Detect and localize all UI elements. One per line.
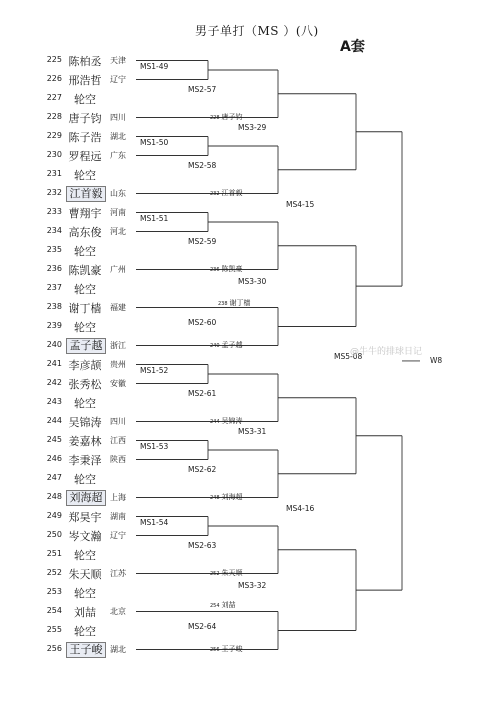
team-name: 湖北 xyxy=(110,644,126,654)
player-name: 轮空 xyxy=(74,168,96,182)
player-name: 轮空 xyxy=(74,396,96,410)
r2-match-label: MS2-63 xyxy=(188,540,217,550)
r1-match-label: MS1-51 xyxy=(140,214,169,223)
advanced-name: 唐子钧 xyxy=(221,112,243,121)
team-name: 天津 xyxy=(110,55,126,65)
player-name: 陈凯豪 xyxy=(68,263,102,277)
r2-match-label: MS2-57 xyxy=(188,84,217,94)
seed-number: 256 xyxy=(46,643,62,653)
seed-number: 241 xyxy=(46,358,62,368)
r2-match-label: MS2-62 xyxy=(188,464,217,474)
watermark: @牛牛的排球日记 xyxy=(350,347,423,357)
seed-number: 233 xyxy=(46,206,62,216)
advanced-seed: 254 xyxy=(210,603,220,610)
player-name: 邢浩哲 xyxy=(68,73,102,87)
r4-match-label: MS4-15 xyxy=(286,199,315,209)
team-name: 河南 xyxy=(110,207,126,217)
advanced-seed: 248 xyxy=(210,494,220,501)
seed-number: 231 xyxy=(46,168,62,178)
player-name: 姜嘉林 xyxy=(68,434,102,448)
player-name: 轮空 xyxy=(74,92,96,106)
player-name: 刘海超 xyxy=(66,490,106,506)
advanced-seed: 228 xyxy=(210,114,220,121)
set-label: A套 xyxy=(340,39,365,55)
advanced-name: 江首毅 xyxy=(221,188,243,197)
r4-match-label: MS4-16 xyxy=(286,503,315,513)
r2-match-label: MS2-60 xyxy=(188,317,217,327)
seed-number: 245 xyxy=(46,434,62,444)
player-name: 刘喆 xyxy=(74,605,96,619)
player-name: 吴锦涛 xyxy=(68,415,102,429)
advanced-name: 谢丁樯 xyxy=(229,299,251,308)
team-name: 贵州 xyxy=(110,359,126,369)
team-name: 北京 xyxy=(110,606,126,616)
seed-number: 247 xyxy=(46,472,62,482)
advanced-seed: 240 xyxy=(210,342,220,349)
player-name: 郑昊宇 xyxy=(68,510,102,524)
seed-number: 238 xyxy=(46,301,62,311)
seed-number: 235 xyxy=(46,244,62,254)
player-name: 曹翔宇 xyxy=(68,206,102,220)
advanced-seed: 256 xyxy=(210,646,220,653)
advanced-player xyxy=(210,261,243,275)
advanced-name: 吴锦涛 xyxy=(221,416,243,425)
player-name: 轮空 xyxy=(74,244,96,258)
seed-number: 237 xyxy=(46,282,62,292)
team-name: 福建 xyxy=(110,302,126,312)
advanced-seed: 244 xyxy=(210,418,220,425)
team-name: 浙江 xyxy=(110,340,126,350)
player-name: 罗程远 xyxy=(68,149,102,163)
team-name: 河北 xyxy=(110,226,126,236)
player-name: 唐子钧 xyxy=(68,111,102,125)
page-title: 男子单打（MS ）(八) xyxy=(195,24,319,38)
advanced-name: 刘喆 xyxy=(221,601,236,610)
seed-number: 232 xyxy=(46,187,62,197)
advanced-name: 朱天顺 xyxy=(221,568,243,577)
advanced-name: 王子峻 xyxy=(221,644,243,653)
advanced-seed: 236 xyxy=(210,266,220,273)
advanced-seed: 252 xyxy=(210,570,220,577)
seed-number: 230 xyxy=(46,149,62,159)
player-name: 高东俊 xyxy=(68,225,102,239)
team-name: 湖南 xyxy=(110,511,126,521)
player-name: 李秉泽 xyxy=(68,453,102,467)
seed-number: 239 xyxy=(46,320,62,330)
seed-number: 254 xyxy=(46,605,62,615)
r1-match-label: MS1-52 xyxy=(140,366,169,375)
seed-number: 251 xyxy=(46,548,62,558)
seed-number: 229 xyxy=(46,130,62,140)
seed-number: 227 xyxy=(46,92,62,102)
r5-match-label: MS5-08 xyxy=(334,351,363,361)
seed-number: 243 xyxy=(46,396,62,406)
seed-number: 240 xyxy=(46,339,62,349)
r2-match-label: MS2-64 xyxy=(188,621,217,631)
advanced-player xyxy=(218,295,251,309)
player-name: 孟子越 xyxy=(66,338,106,354)
seed-number: 228 xyxy=(46,111,62,121)
team-name: 上海 xyxy=(110,492,126,502)
advanced-player xyxy=(210,489,243,503)
team-name: 江西 xyxy=(110,435,126,445)
advanced-seed: 232 xyxy=(210,190,220,197)
player-name: 岑文瀚 xyxy=(68,529,102,543)
player-name: 轮空 xyxy=(74,472,96,486)
team-name: 四川 xyxy=(110,112,126,122)
seed-number: 248 xyxy=(46,491,62,501)
advanced-player xyxy=(210,565,243,579)
team-name: 广州 xyxy=(110,264,126,274)
r1-match-label: MS1-50 xyxy=(140,138,169,147)
team-name: 辽宁 xyxy=(110,530,126,540)
team-name: 湖北 xyxy=(110,131,126,141)
player-name: 轮空 xyxy=(74,624,96,638)
seed-number: 249 xyxy=(46,510,62,520)
player-name: 轮空 xyxy=(74,586,96,600)
team-name: 广东 xyxy=(110,150,126,160)
seed-number: 242 xyxy=(46,377,62,387)
r2-match-label: MS2-58 xyxy=(188,160,217,170)
player-name: 陈子浩 xyxy=(68,130,102,144)
r2-match-label: MS2-59 xyxy=(188,236,217,246)
player-name: 轮空 xyxy=(74,548,96,562)
player-name: 张秀松 xyxy=(68,377,102,391)
seed-number: 236 xyxy=(46,263,62,273)
advanced-player xyxy=(210,597,236,611)
final-slot-label: W8 xyxy=(430,356,443,366)
r3-match-label: MS3-30 xyxy=(238,277,267,287)
r1-match-label: MS1-53 xyxy=(140,442,169,451)
seed-number: 250 xyxy=(46,529,62,539)
seed-number: 226 xyxy=(46,73,62,83)
advanced-name: 陈凯豪 xyxy=(221,264,243,273)
seed-number: 225 xyxy=(46,54,62,64)
r3-match-label: MS3-31 xyxy=(238,426,267,436)
player-name: 朱天顺 xyxy=(68,567,102,581)
advanced-player xyxy=(210,641,243,655)
r3-match-label: MS3-29 xyxy=(238,122,267,132)
player-name: 轮空 xyxy=(74,282,96,296)
seed-number: 253 xyxy=(46,586,62,596)
team-name: 江苏 xyxy=(110,568,126,578)
seed-number: 255 xyxy=(46,624,62,634)
team-name: 陕西 xyxy=(110,454,126,464)
advanced-seed: 238 xyxy=(218,301,228,308)
team-name: 安徽 xyxy=(110,378,126,388)
team-name: 辽宁 xyxy=(110,74,126,84)
r1-match-label: MS1-49 xyxy=(140,62,169,71)
seed-number: 234 xyxy=(46,225,62,235)
seed-number: 246 xyxy=(46,453,62,463)
r3-match-label: MS3-32 xyxy=(238,581,267,591)
advanced-name: 孟子越 xyxy=(221,340,243,349)
r1-match-label: MS1-54 xyxy=(140,518,169,527)
player-name: 轮空 xyxy=(74,320,96,334)
advanced-name: 刘海超 xyxy=(221,492,243,501)
player-name: 谢丁樯 xyxy=(68,301,102,315)
advanced-player xyxy=(210,413,243,427)
team-name: 山东 xyxy=(110,188,126,198)
r2-match-label: MS2-61 xyxy=(188,388,217,398)
team-name: 四川 xyxy=(110,416,126,426)
advanced-player xyxy=(210,337,243,351)
seed-number: 244 xyxy=(46,415,62,425)
advanced-player xyxy=(210,185,243,199)
player-name: 王子峻 xyxy=(66,642,106,658)
player-name: 陈柏丞 xyxy=(68,54,102,68)
seed-number: 252 xyxy=(46,567,62,577)
player-name: 江首毅 xyxy=(66,186,106,202)
player-name: 李彦颉 xyxy=(68,358,102,372)
advanced-player xyxy=(210,109,243,123)
